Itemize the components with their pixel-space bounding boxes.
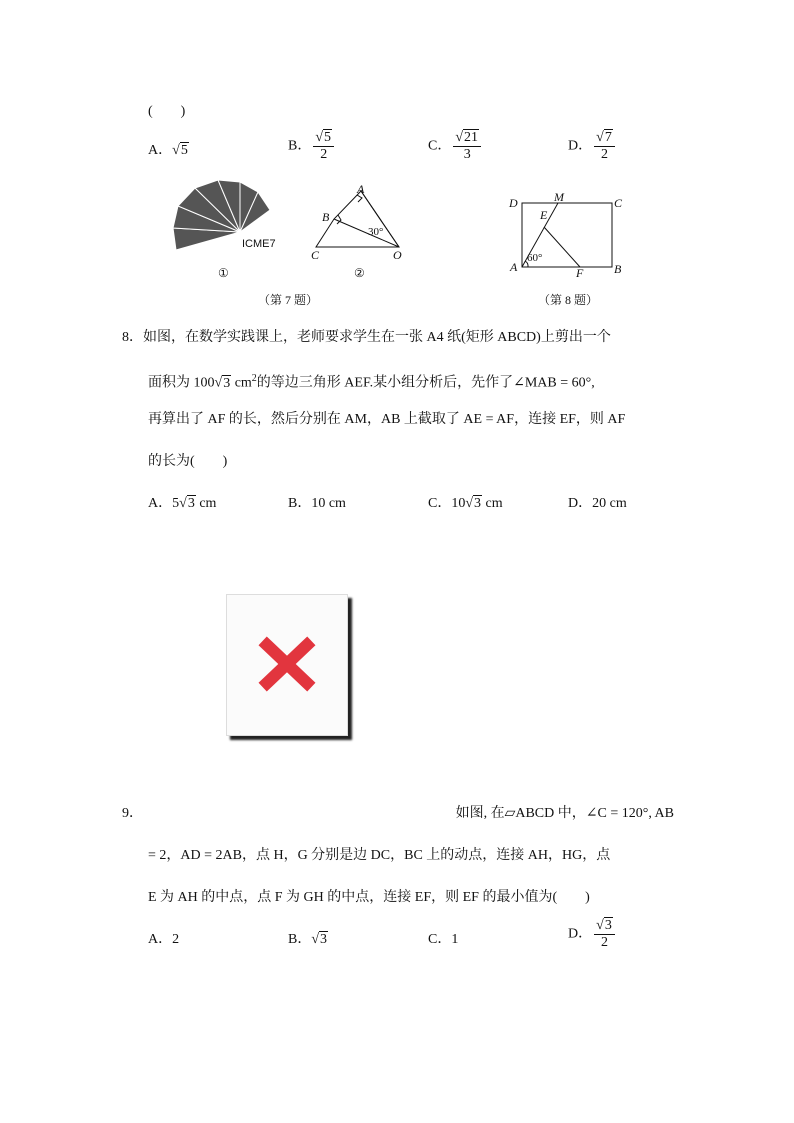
q8-option-a-pre: 5 [172,496,180,511]
q7-option-d-num: 7 [604,130,612,145]
q8-option-c-letter: C． [428,496,452,511]
q8-line-2-sup: 2 [251,373,257,384]
q8-line-1 [122,328,611,348]
q8-number: 8． [122,330,143,345]
q9-option-d-letter: D． [568,926,593,942]
q9-option-b-letter: B． [288,932,312,947]
q8-line-2-c: 的等边三角形 AEF.某小组分析后，先作了∠MAB = 60°, [256,375,595,391]
q7-option-b [288,130,334,163]
q7-option-a-letter: A． [148,143,173,158]
q7-option-b-num: 5 [324,130,332,145]
q8-line-2: 面积为 100√3 $cm^2$的等边三角形 AEF.某小组分析后，先作了∠MAB = 60°, [148,373,595,391]
broken-image-x-icon [227,595,347,735]
q8-option-c: C．10√3 cm [428,496,503,511]
q8-line-2-a: 面积为 100 [148,375,215,391]
q8-line-3: 再算出了 AF 的长，然后分别在 AM，AB 上截取了 AE = AF，连接 EF，则 AF [148,412,626,427]
q7-figure-1-text: ICME7 [242,238,276,250]
q9-option-b-sqrt: 3 [320,932,328,947]
q7-option-c-den: 3 [463,147,471,162]
q8-line-2-sqrt: 3 [223,375,231,391]
q8-text-line-1: 如图，在数学实践课上，老师要求学生在一张 A4 纸(矩形 ABCD)上剪出一个 [143,330,611,345]
q8-option-c-sqrt: 3 [474,496,482,511]
q7-option-d [568,130,615,163]
q7-caption: （第 7 题） [258,293,319,307]
q8-option-a: A．5√3 cm [148,496,217,511]
q9-line-1: 如图, 在▱ABCD 中，∠C = 120°, AB [455,806,674,821]
q7-option-a-value: 5 [180,143,188,158]
q7-option-d-letter: D． [568,138,593,154]
q9-option-d-num: 3 [604,918,612,933]
q7-figure-2-label: ② [354,266,365,280]
q7-fig2-label-c: C [311,248,320,262]
q7-fig2-label-o: O [393,248,402,262]
q7-option-c-fraction: $\frac{√21}{3}$ [453,130,481,163]
q8-option-a-letter: A． [148,496,173,511]
q8-option-a-unit: cm [195,496,217,511]
q9-line-3: E 为 AH 的中点，点 F 为 GH 的中点，连接 EF，则 EF 的最小值为( ) [148,890,590,905]
q7-stem-tail: ( ) [148,104,186,119]
q7-option-c [428,130,481,163]
q8-option-c-pre: 10 [451,496,466,511]
q9-line-2: = 2，AD = 2AB，点 H，G 分别是边 DC，BC 上的动点，连接 AH，HG，点 [148,848,611,863]
q9-option-a: A．2 [148,932,180,947]
q7-option-a: A．√5 [148,143,188,158]
q7-fig2-label-a: A [357,182,365,196]
q9-number: 9． [122,806,143,821]
q7-option-c-num: 21 [464,130,479,145]
q9-option-d-fraction: $\frac{√3}{2}$ [594,918,615,951]
q8-label-a: A [510,260,518,274]
broken-image-icon [226,594,348,736]
q7-option-b-den: 2 [320,147,328,162]
q7-option-c-letter: C． [428,138,452,154]
q8-line-4: 的长为( ) [148,454,228,469]
q7-fig2-label-b: B [322,210,330,224]
q8-label-d: D [509,196,518,210]
q8-option-a-sqrt: 3 [187,496,195,511]
q8-option-d: D．20 cm [568,496,627,511]
q9-option-d-den: 2 [600,935,608,950]
q8-option-b: B．10 cm [288,496,346,511]
q8-option-c-unit: cm [482,496,503,511]
q8-label-e: E [540,208,548,222]
q7-option-b-fraction: $\frac{√5}{2}$ [313,130,334,163]
q9-option-c: C．1 [428,932,459,947]
q7-option-d-den: 2 [600,147,608,162]
q8-label-m: M [554,190,564,204]
q8-label-c: C [614,196,623,210]
q9-option-b: B．√3 [288,932,328,947]
q8-label-b: B [614,262,622,276]
q7-fig2-angle: 30° [368,226,384,238]
q7-option-b-letter: B． [288,138,312,154]
q7-figure-1-label: ① [218,266,229,280]
q8-angle-label: 60° [527,252,543,264]
q8-line-2-b: cm [231,375,252,391]
q8-label-f: F [576,266,584,280]
q8-caption: （第 8 题） [538,293,599,307]
q9-option-d [568,918,615,951]
q7-option-d-fraction: $\frac{√7}{2}$ [594,130,615,163]
